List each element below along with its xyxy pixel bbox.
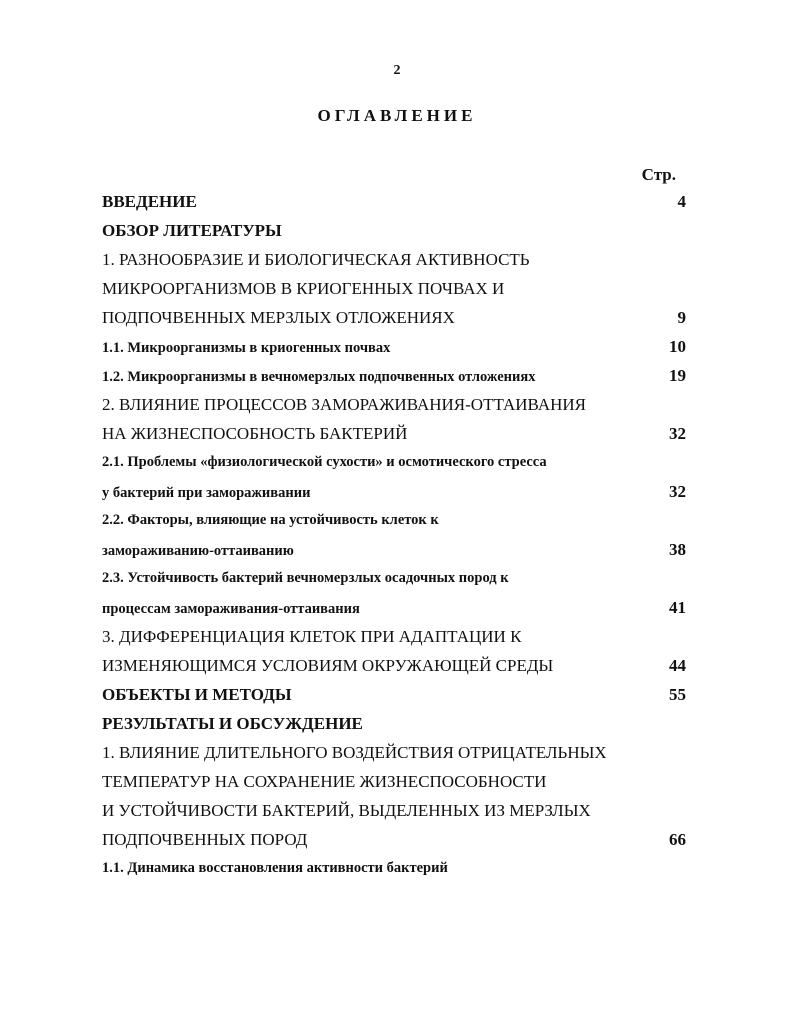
toc-entry-page: 32	[669, 482, 686, 501]
toc-entry-text: ОБЪЕКТЫ И МЕТОДЫ	[102, 685, 292, 704]
toc-entry-text: РЕЗУЛЬТАТЫ И ОБСУЖДЕНИЕ	[102, 714, 363, 733]
toc-entry-text: ВВЕДЕНИЕ	[102, 192, 197, 211]
toc-entry-text: 2.1. Проблемы «физиологической сухости» и осмотического стресса	[102, 454, 547, 470]
toc-title: ОГЛАВЛЕНИЕ	[317, 106, 477, 125]
toc-entry-chapter-1	[102, 245, 686, 274]
toc-entry-section-2-3	[102, 564, 686, 593]
toc-entry-section-2-1	[102, 448, 686, 477]
toc-entry-text: 2. ВЛИЯНИЕ ПРОЦЕССОВ ЗАМОРАЖИВАНИЯ-ОТТАИВАНИЯ	[102, 395, 586, 414]
toc-entry-text: 3. ДИФФЕРЕНЦИАЦИЯ КЛЕТОК ПРИ АДАПТАЦИИ К	[102, 627, 522, 646]
toc-entry-results-chapter-1-cont2	[102, 796, 686, 825]
toc-entry-results-chapter-1-end	[102, 825, 686, 854]
toc-entry-chapter-3	[102, 622, 686, 651]
toc-entry-text: ИЗМЕНЯЮЩИМСЯ УСЛОВИЯМ ОКРУЖАЮЩЕЙ СРЕДЫ	[102, 656, 554, 675]
toc-entry-page: 38	[669, 540, 686, 559]
toc-entry-text: 1.1. Динамика восстановления активности бактерий	[102, 860, 448, 876]
toc-entry-page: 32	[669, 424, 686, 443]
page-column-header: Стр.	[641, 165, 676, 184]
toc-entry-introduction	[102, 187, 686, 216]
toc-entry-section-1-1	[102, 332, 686, 361]
toc-entry-page: 44	[669, 656, 686, 675]
toc-entry-text: у бактерий при замораживании	[102, 485, 311, 501]
toc-entry-text: замораживанию-оттаиванию	[102, 543, 294, 559]
toc-entry-section-2-2-end	[102, 535, 686, 564]
toc-entry-text: 1. РАЗНООБРАЗИЕ И БИОЛОГИЧЕСКАЯ АКТИВНОСТЬ	[102, 250, 530, 269]
toc-entry-results	[102, 709, 686, 738]
toc-entry-page: 10	[669, 337, 686, 356]
toc-entry-text: ОБЗОР ЛИТЕРАТУРЫ	[102, 221, 282, 240]
toc-entry-chapter-3-end	[102, 651, 686, 680]
toc-entry-text: 1. ВЛИЯНИЕ ДЛИТЕЛЬНОГО ВОЗДЕЙСТВИЯ ОТРИЦАТЕЛЬНЫХ	[102, 743, 607, 762]
toc-entry-text: 1.1. Микроорганизмы в криогенных почвах	[102, 340, 391, 356]
toc-entry-results-chapter-1-cont	[102, 767, 686, 796]
page-number: 2	[393, 63, 401, 78]
toc-entry-chapter-2-end	[102, 419, 686, 448]
toc-entry-text: НА ЖИЗНЕСПОСОБНОСТЬ БАКТЕРИЙ	[102, 424, 408, 443]
toc-entry-section-2-3-end	[102, 593, 686, 622]
toc-entry-literature-review	[102, 216, 686, 245]
toc-entry-section-2-1-end	[102, 477, 686, 506]
toc-entry-text: 2.3. Устойчивость бактерий вечномерзлых осадочных пород к	[102, 570, 509, 586]
toc-entry-page: 66	[669, 830, 686, 849]
toc-entry-text: И УСТОЙЧИВОСТИ БАКТЕРИЙ, ВЫДЕЛЕННЫХ ИЗ МЕРЗЛЫХ	[102, 801, 591, 820]
toc-entry-text: МИКРООРГАНИЗМОВ В КРИОГЕННЫХ ПОЧВАХ И	[102, 279, 505, 298]
toc-entry-chapter-1-cont	[102, 274, 686, 303]
toc-entry-text: процессам замораживания-оттаивания	[102, 601, 360, 617]
toc-entry-page: 9	[677, 308, 686, 327]
toc-entry-section-2-2	[102, 506, 686, 535]
toc-entry-page: 4	[677, 192, 686, 211]
toc-entry-page: 55	[669, 685, 686, 704]
toc-entry-page: 41	[669, 598, 686, 617]
toc-entry-section-1-2	[102, 361, 686, 390]
toc-entry-text: 2.2. Факторы, влияющие на устойчивость клеток к	[102, 512, 439, 528]
toc-entry-chapter-1-end	[102, 303, 686, 332]
toc-entry-objects-methods	[102, 680, 686, 709]
toc-entry-results-section-1-1	[102, 854, 686, 883]
toc-entry-page: 19	[669, 366, 686, 385]
toc-entry-text: 1.2. Микроорганизмы в вечномерзлых подпочвенных отложениях	[102, 369, 536, 385]
toc-entry-text: ПОДПОЧВЕННЫХ МЕРЗЛЫХ ОТЛОЖЕНИЯХ	[102, 308, 455, 327]
toc-entry-text: ПОДПОЧВЕННЫХ ПОРОД	[102, 830, 308, 849]
table-of-contents	[102, 187, 686, 883]
toc-entry-chapter-2	[102, 390, 686, 419]
toc-entry-results-chapter-1	[102, 738, 686, 767]
toc-entry-text: ТЕМПЕРАТУР НА СОХРАНЕНИЕ ЖИЗНЕСПОСОБНОСТИ	[102, 772, 547, 791]
